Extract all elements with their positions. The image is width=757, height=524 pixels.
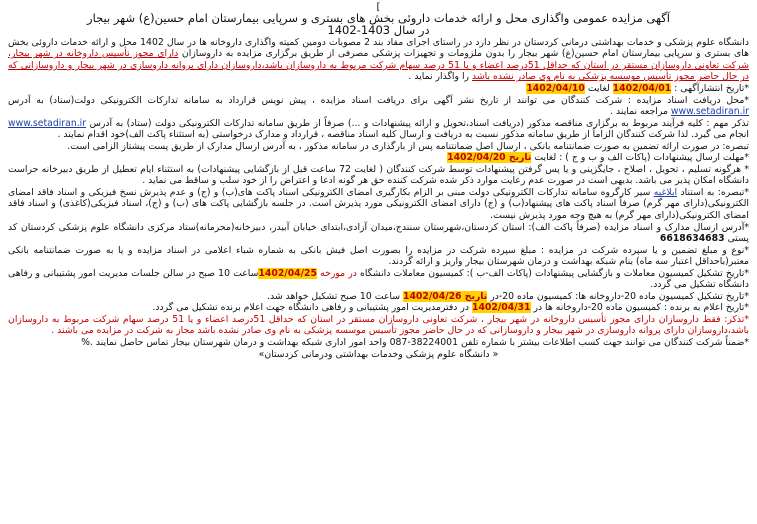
publish-until: لغایت	[584, 83, 610, 94]
publish-until-date: 1402/04/10	[526, 83, 585, 94]
deadline-date: تاریخ 1402/04/20	[447, 152, 532, 164]
e-signature-label: *تبصره: به استناد	[677, 186, 749, 198]
intro-text: دانشگاه علوم پزشکی و خدمات بهداشتی درمانی کردستان در نظر دارد در راستای اجرای مفاد بند 2 مصوبات دومین کمیته واگذاری داروخانه ها در سال 1402 محل و ارائه خدمات داروئی بخش های بستری و سرپایی بیمارستان امام حسین(ع) شهر بیجار را بدون ملزومات و تجهیزات پزشکی مصرفی از طریق برگزاری مزایده به داروسازان	[8, 36, 749, 60]
e-signature-note	[8, 187, 749, 222]
important-note-end: انجام می گیرد. لذا شرکت کنندگان الزاماً از طریق سامانه مذکور نسبت به دریافت و ارسال کلیه اسناد مناقصه ، قرارداد و مدارک درخواستی (به استثناء پاکت الف)خود اقدام نمایند .	[57, 129, 749, 141]
postal-code: 6618634683	[659, 233, 725, 245]
intro-end: را واگذار نماید .	[408, 71, 472, 83]
footer-signature: « دانشگاه علوم پزشکی وخدمات بهداشتی ودرمانی کردستان»	[258, 348, 499, 360]
publish-date: 1402/04/01	[612, 83, 672, 94]
document-receipt-text: *محل دریافت اسناد مزایده : شرکت کنندگان می توانند از تاریخ نشر آگهی برای دریافت اسناد مزایده ، پیش نویس قرارداد به سامانه تدارکات الکترونیکی دولت(ستاد) به آدرس	[8, 94, 749, 106]
commission-session	[8, 268, 749, 291]
winner-date: 1402/04/31	[471, 302, 531, 314]
e-signature-text: سیر کارگروه سامانه تدارکات الکترونیکی دولت مبنی بر الزام بکارگیری امضای الکترونیکی اسناد پاکت های(ب) و (ج) و عدم پذیرش نسخ فیزیکی و اسناد فاقد امضای الکترونیکی(دارای مهر گرم) صرفاً اسناد پاکت های پیشنهاد(ب) و (ج) دارای امضای الکترونیکی مورد پذیرش است. در جلسه بازگشایی پاکت های (ب) و (ج)، اسناد فیزیکی(کاغذی) و اسناد فاقد امضای الکترونیکی(دارای مهر گرم) به هیچ وجه مورد پذیرش نیست.	[8, 186, 749, 222]
commission-text-end: ساعت 10 صبح در سالن جلسات مدیریت امور پشتیبانی و رفاهی دانشگاه تشکیل می گردد.	[8, 267, 749, 291]
important-note	[8, 118, 749, 141]
article20-date: تاریخ 1402/04/26	[402, 290, 488, 302]
article20-session	[8, 291, 749, 303]
top-mark: ]	[376, 2, 381, 13]
publish-label: *تاریخ انتشارآگهی :	[671, 83, 749, 94]
document-receipt	[8, 95, 749, 118]
setad-link-2[interactable]: www.setadiran.ir	[8, 117, 87, 129]
important-note-text: تذکر مهم : کلیه فرآیند مربوط به برگزاری مناقصه مذکور (دریافت اسناد،تحویل و ارائه پیشنهادات و ...) صرفاً از طریق سامانه تدارکات الکترونیکی دولت (ستاد) به آدرس	[89, 117, 749, 129]
eligibility-warning: *تذکر: فقط داروسازان دارای مجوز تأسیس داروخانه در شهر بیجار ، شرکت تعاونی داروسازان مستقر در استان که حداقل 51درصد اعضاء و یا 51 درصد سهام شرکت مربوط به داروسازان باشد،داروسازان دارای پروانه داروسازی در شهر بیجار و داروسازانی که در حال حاضر مجوز تأسیس موسسه پزشکی به نام وی صادر نشده باشد مجاز به شرکت در مزایده می باشند .	[8, 313, 749, 337]
title-line-1: آگهی مزایده عمومی واگذاری محل و ارائه خدمات داروئی بخش های بستری و سرپایی بیمارستان امام حسین(ع) شهر بیجار	[87, 11, 670, 25]
intro-paragraph	[8, 37, 749, 83]
publish-date-line	[8, 83, 749, 95]
deadline-label: *مهلت ارسال پیشنهادات (پاکات الف و ب و ج ) : لغایت	[531, 152, 749, 164]
postal-address	[8, 222, 749, 245]
ad-document	[8, 4, 749, 516]
winner-text-end: در دفترمدیریت امور پشتیبانی و رفاهی دانشگاه جهت اعلام برنده تشکیل می گردد.	[152, 302, 472, 314]
article20-text: *تاریخ تشکیل کمیسیون ماده 20-داروخانه ها: کمیسیون ماده 20-در	[487, 290, 749, 302]
intro-eligibility: دارای مجوز تأسیس داروخانه در شهر بیجار، شرکت تعاونی داروسازان مستقر در استان که حداقل 51درصد اعضاء و یا 51 درصد سهام شرکت مربوط به داروسازان باشد،داروسازان دارای پروانه داروسازی در شهر بیجار و داروسازانی که در حال حاضر مجوز تأسیس موسسه پزشکی به نام وی صادر نشده باشد	[8, 48, 749, 83]
guarantee-note: تبصره: در صورت ارائه تضمین به صورت ضمانتنامه بانکی ، ارسال اصل ضمانتنامه پس از بارگذاری در سامانه مذکور ، به آدرس ارسال مدارک از طریق پست پیشتاز الزامی است.	[67, 140, 749, 152]
setad-link[interactable]: www.setadiran.ir	[670, 106, 749, 118]
winner-text: *تاریخ اعلام به برنده : کمیسیون ماده 20-داروخانه ها در	[530, 302, 749, 314]
deposit-note: *نوع و مبلغ تضمین و یا سپرده شرکت در مزایده : مبلغ سپرده شرکت در مزایده را بصورت اصل فیش بانکی به شماره شباء اعلامی در اسناد مزایده و یا به صورت ضمانتنامه بانکی معتبر(باحداقل اعتبار سه ماه) بنام شبکه بهداشت و درمان شهرستان بیجار واریز و ارائه گردند.	[8, 244, 749, 268]
postal-address-text: *آدرس ارسال مدارک و اسناد مزایده (صرفاً پاکت الف): استان کردستان،شهرستان سنندج،میدان آزادی،ابتدای خیابان آبیدر، دبیرخانه(محرمانه)ستاد مرکزی دانشگاه علوم پزشکی کردستان کد پستی	[8, 221, 749, 245]
document-receipt-end: مراجعه نمایند .	[610, 106, 671, 118]
contact-info: *ضمناً شرکت کنندگان می توانند جهت کسب اطلاعات بیشتر با شماره تلفن 38224001-087 واحد امور اداری شبکه بهداشت و درمان شهرستان بیجار تماس حاصل نمایند .%	[81, 337, 749, 349]
submission-note: * هرگونه تسلیم ، تحویل ، اصلاح ، جایگزینی و یا پس گرفتن پیشنهادات توسط شرکت کنندگان ( لغایت 72 ساعت قبل از بازگشایی پیشنهادات) به استثناء ایام تعطیل از طریق دبیرخانه حراست دانشگاه امکان پذیر می باشد. بدیهی است در صورت عدم رعایت موارد ذکر شده شرکت کننده حق هر گونه ادعا و اعتراض را از خود سلب و ساقط می نماید .	[8, 163, 749, 187]
commission-date-label: در مورخه	[316, 267, 357, 279]
winner-announcement	[8, 302, 749, 314]
title-line-2: در سال 1403-1402	[327, 23, 430, 38]
article20-text-end: ساعت 10 صبح تشکیل خواهد شد.	[266, 290, 403, 302]
commission-date: 1402/04/25	[258, 267, 317, 279]
ad-title	[8, 12, 749, 37]
notice-link[interactable]: ابلاغیه	[653, 186, 678, 198]
commission-text: *تاریخ تشکیل کمیسیون معاملات و بازگشایی پیشنهادات (پاکات الف-ب ): کمیسیون معاملات دانشگاه	[356, 267, 749, 279]
deadline-line	[8, 152, 749, 164]
